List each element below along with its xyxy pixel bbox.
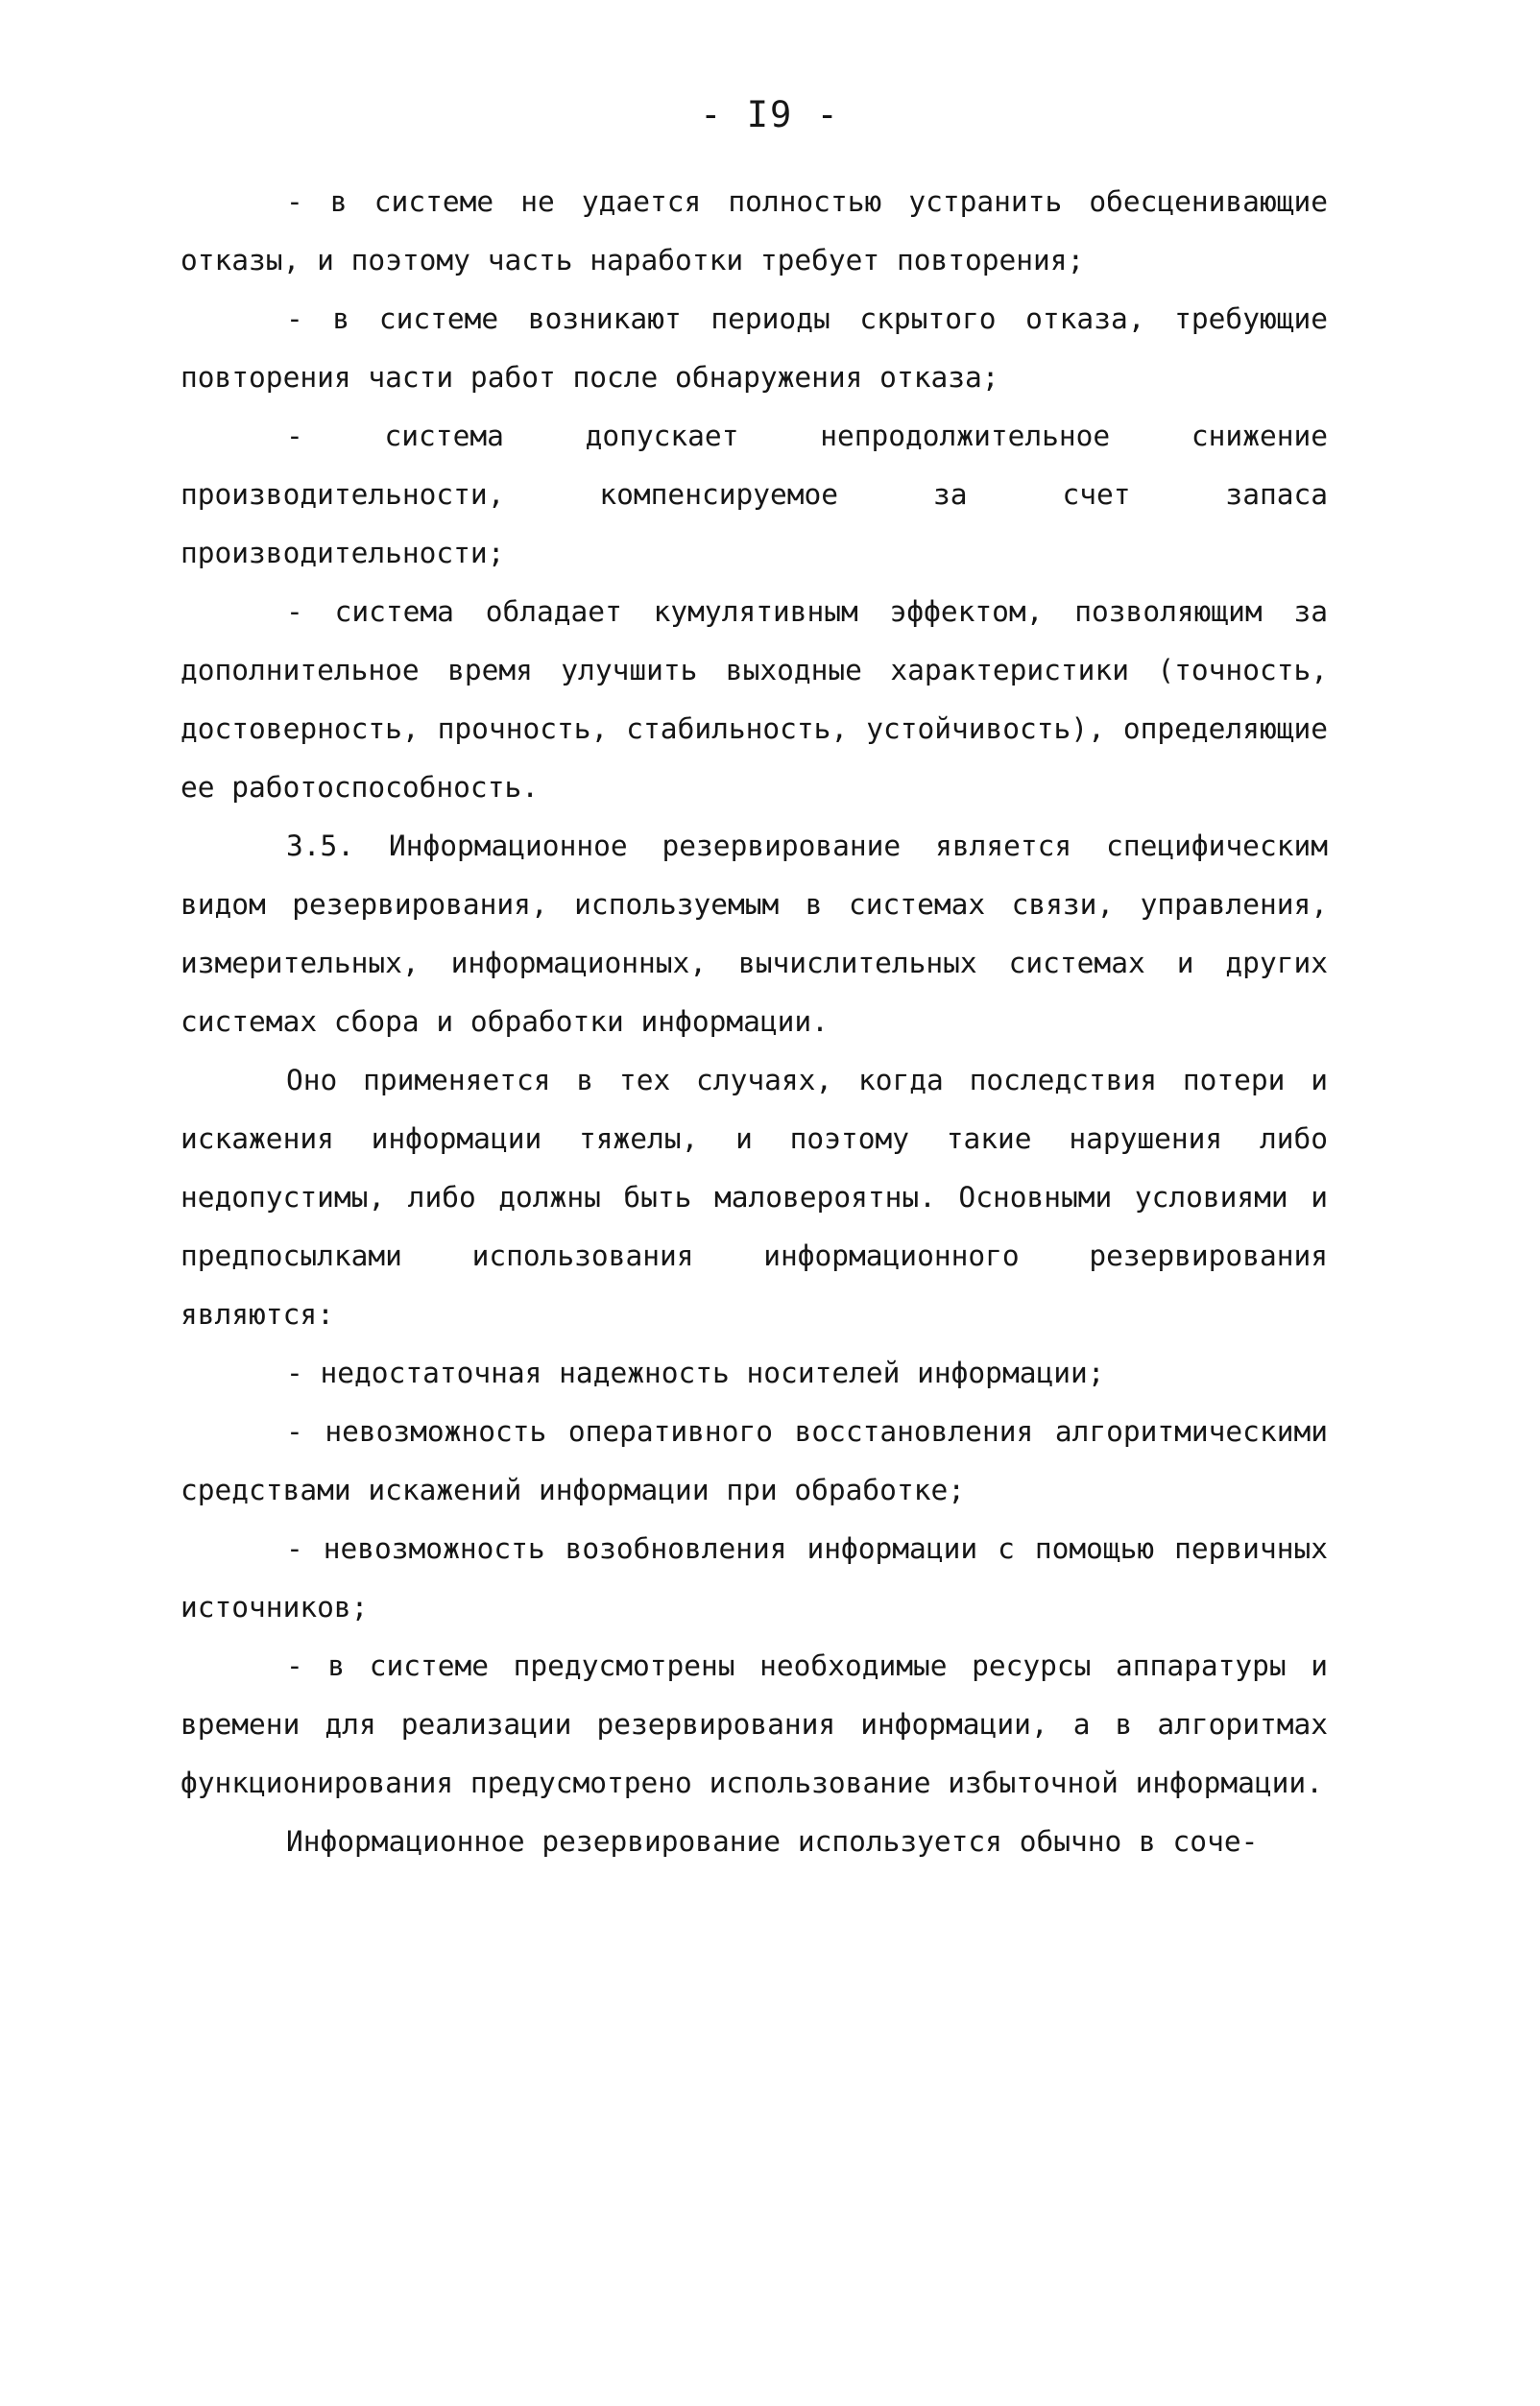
paragraph-algorithmic-recovery: - невозможность оперативного восстановления алгоритмическими средствами искажений информации при обработке; [180, 1415, 1328, 1506]
paragraph-performance-drop: - система допускает непродолжительное снижение производительности, компенсируемое за счет запаса производительности; [180, 420, 1328, 569]
paragraph-application-conditions: Оно применяется в тех случаях, когда последствия потери и искажения информации тяжелы, и поэтому такие нарушения либо недопустимы, либо должны быть маловероятны. Основными условиями и предпосылками использования информационного резервирования являются: [180, 1064, 1328, 1331]
paragraph-cumulative-effect: - система обладает кумулятивным эффектом, позволяющим за дополнительное время улучшить выходные характеристики (точность, достоверность, прочность, стабильность, устойчивость), определяющие ее работоспособность. [180, 595, 1328, 804]
paragraph-failures-repeat: - в системе не удается полностью устранить обесценивающие отказы, и поэтому часть наработки требует повторения; [180, 185, 1328, 277]
paragraph-continuation: Информационное резервирование используется обычно в соче- [286, 1825, 1259, 1858]
page-number: - I9 - [700, 94, 840, 135]
paragraph-carrier-reliability: - недостаточная надежность носителей информации; [286, 1357, 1105, 1389]
paragraph-section-3-5: 3.5. Информационное резервирование является специфическим видом резервирования, используемым в системах связи, управления, измерительных, информационных, вычислительных системах и других системах сбора и обработки информации. [180, 830, 1328, 1038]
body-text [180, 173, 1328, 1871]
paragraph-hidden-failure: - в системе возникают периоды скрытого отказа, требующие повторения части работ после обнаружения отказа; [180, 302, 1328, 394]
paragraph-resources-provided: - в системе предусмотрены необходимые ресурсы аппаратуры и времени для реализации резервирования информации, а в алгоритмах функционирования предусмотрено использование избыточной информации. [180, 1649, 1328, 1799]
paragraph-primary-sources: - невозможность возобновления информации с помощью первичных источников; [180, 1532, 1328, 1624]
